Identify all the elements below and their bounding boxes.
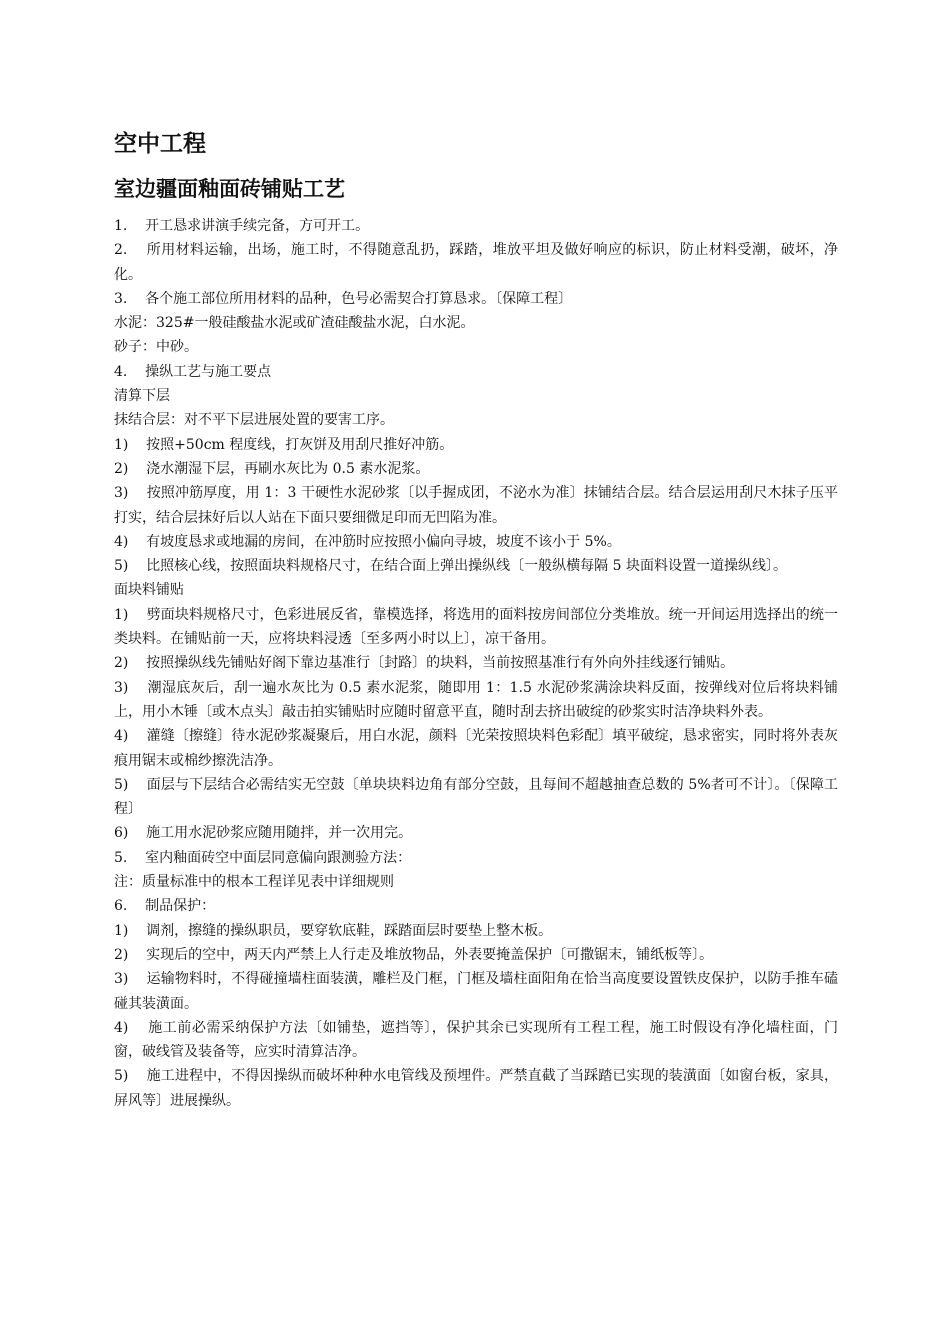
paragraph: 5) 施工进程中，不得因操纵而破坏种种水电管线及预埋件。严禁直截了当踩踏已实现的装潢面〔如窗台板，家具，屏风等〕进展操纵。 — [114, 1068, 838, 1109]
document-page — [114, 128, 838, 1113]
paragraph: 2. 所用材料运输，出场，施工时，不得随意乱扔，踩踏，堆放平坦及做好响应的标识，防止材料受潮，破坏，净化。 — [114, 242, 838, 283]
paragraph: 1) 调剂，擦缝的操纵职员，要穿软底鞋，踩踏面层时要垫上整木板。 — [114, 922, 553, 939]
paragraph: 5. 室内釉面砖空中面层同意偏向跟测验方法： — [114, 849, 412, 866]
paragraph: 3) 潮湿底灰后，刮一遍水灰比为 0.5 素水泥浆，随即用 1：1.5 水泥砂浆满涂块料反面，按弹线对位后将块料铺上，用小木锤〔或木点头〕敲击拍实铺贴时应随时留意平直，随时刮去挤出破绽的砂浆实时洁净块料外表。 — [114, 679, 838, 720]
paragraph: 4. 操纵工艺与施工要点 — [114, 363, 272, 380]
paragraph: 4) 施工前必需采纳保护方法〔如铺垫，遮挡等〕，保护其余已实现所有工程工程，施工时假设有净化墙柱面，门窗，破线管及装备等，应实时清算洁净。 — [114, 1019, 838, 1061]
document-body — [114, 214, 838, 1113]
paragraph: 面块料铺贴 — [114, 582, 184, 599]
paragraph: 3. 各个施工部位所用材料的品种，色号必需契合打算恳求。〔保障工程〕 — [114, 290, 573, 307]
paragraph: 抹结合层：对不平下层进展处置的要害工序。 — [114, 412, 394, 429]
paragraph: 4) 有坡度恳求或地漏的房间，在冲筋时应按照小偏向寻坡，坡度不该小于 5%。 — [114, 533, 621, 550]
paragraph: 1) 按照+50cm 程度线，打灰饼及用刮尺推好冲筋。 — [114, 436, 454, 453]
document-subtitle: 室边疆面釉面砖铺贴工艺 — [114, 177, 345, 201]
paragraph: 5) 比照核心线，按照面块料规格尺寸，在结合面上弹出操纵线〔一般纵横每隔 5 块面料设置一道操纵线〕。 — [114, 558, 787, 575]
document-title: 空中工程 — [114, 131, 206, 157]
paragraph: 6) 施工用水泥砂浆应随用随拌，并一次用完。 — [114, 825, 413, 842]
paragraph: 注：质量标准中的根本工程详见表中详细规则 — [114, 874, 394, 891]
paragraph: 1. 开工恳求讲演手续完备，方可开工。 — [114, 218, 370, 234]
paragraph: 5) 面层与下层结合必需结实无空鼓〔单块块料边角有部分空鼓，且每间不超越抽查总数的 5%者可不计〕。〔保障工程〕 — [114, 776, 838, 818]
paragraph: 2) 按照操纵线先铺贴好阁下靠边基准行〔封路〕的块料，当前按照基准行有外向外挂线逐行铺贴。 — [114, 655, 735, 672]
paragraph: 清算下层 — [114, 388, 170, 405]
paragraph: 1) 劈面块料规格尺寸，色彩进展反省，靠模选择，将选用的面料按房间部位分类堆放。统一开间运用选择出的统一类块料。在铺贴前一天，应将块料浸透〔至多两小时以上〕，凉干备用。 — [114, 606, 838, 648]
paragraph: 6. 制品保护： — [114, 898, 216, 915]
paragraph: 3) 运输物料时，不得碰撞墙柱面装潢，雕栏及门框，门框及墙柱面阳角在恰当高度要设置铁皮保护，以防手推车磕碰其装潢面。 — [114, 971, 838, 1012]
paragraph: 2) 实现后的空中，两天内严禁上人行走及堆放物品，外表要掩盖保护〔可撒锯末，铺纸板等〕。 — [114, 946, 714, 963]
paragraph: 3) 按照冲筋厚度，用 1：3 干硬性水泥砂浆〔以手握成团，不泌水为准〕抹铺结合层。结合层运用刮尺木抹子压平打实，结合层抹好后以人站在下面只要细微足印而无凹陷为准。 — [114, 485, 838, 526]
paragraph: 砂子：中砂。 — [114, 339, 198, 356]
paragraph: 水泥：325#一般硅酸盐水泥或矿渣硅酸盐水泥，白水泥。 — [114, 315, 475, 332]
paragraph: 2) 浇水潮湿下层，再刷水灰比为 0.5 素水泥浆。 — [114, 460, 430, 477]
paragraph: 4) 灌缝〔擦缝〕待水泥砂浆凝聚后，用白水泥，颜料〔光荣按照块料色彩配〕填平破绽，恳求密实，同时将外表灰痕用锯末或棉纱擦洗洁净。 — [114, 728, 838, 769]
